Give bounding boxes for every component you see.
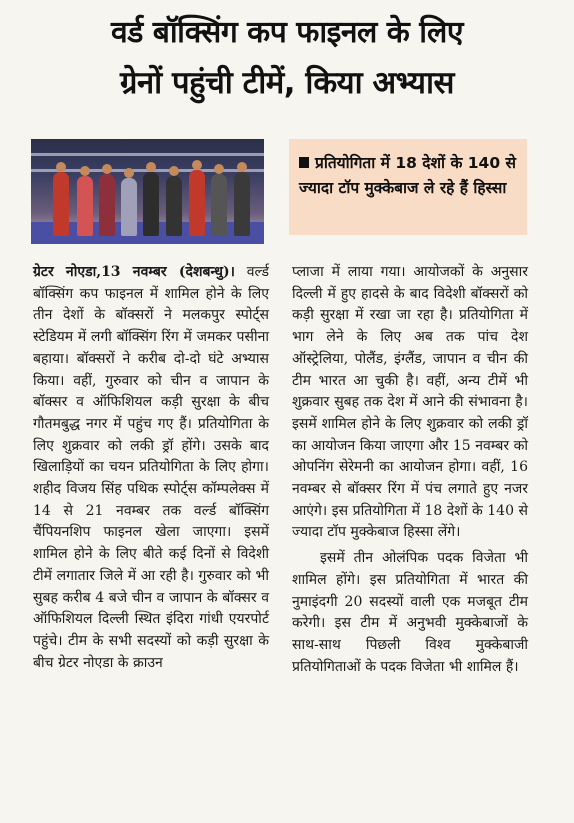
person-figure bbox=[77, 176, 93, 236]
headline-line-1: वर्ड बॉक्सिंग कप फाइनल के लिए bbox=[111, 15, 463, 50]
headline-line-2: ग्रेनों पहुंची टीमें, किया अभ्यास bbox=[119, 65, 455, 101]
headline bbox=[0, 12, 574, 106]
person-figure bbox=[143, 172, 159, 236]
article-paragraph: इसमें तीन ओलंपिक पदक विजेता भी शामिल होंगे। इस प्रतियोगिता में भारत की नुमाइंदगी 20 सदस्यों वाली एक मजबूत टीम करेगी। इस टीम में अनुभवी मुक्केबाजों के साथ-साथ पिछली विश्व मुक्केबाजी प्रतियोगिताओं के पदक विजेता भी शामिल हैं। bbox=[292, 550, 528, 675]
article-paragraph: प्लाजा में लाया गया। आयोजकों के अनुसार दिल्ली में हुए हादसे के बाद विदेशी बॉक्सरों को कड़ी सुरक्षा में रखा जा रहा है। प्रतियोगिता में भाग लेने के लिए अब तक पांच देश ऑस्ट्रेलिया, पोलैंड, इंग्लैंड, जापान व चीन की टीम भारत आ चुकी है। वहीं, अन्य टीमें भी शुक्रवार सुबह तक देश में आने की संभावना है। इसमें शामिल होने के लिए शुक्रवार को लकी ड्रॉ का आयोजन किया जाएगा और 15 नवम्बर को ओपनिंग सेरेमनी का आयोजन होगा। वहीं, 16 नवम्बर से बॉक्सर रिंग में पंच लगाते हुए नजर आएंगे। इस प्रतियोगिता में 18 देशों के 140 से ज्यादा टॉप मुक्केबाज हिस्सा लेंगे। bbox=[292, 264, 528, 541]
person-figure bbox=[189, 170, 205, 236]
callout-text bbox=[299, 151, 521, 201]
highlight-callout bbox=[289, 139, 527, 235]
square-bullet-icon bbox=[299, 157, 309, 168]
dateline: ग्रेटर नोएडा,13 नवम्बर (देशबन्धु)। bbox=[33, 264, 235, 280]
article-column-1 bbox=[33, 262, 269, 674]
article-paragraph bbox=[33, 262, 269, 674]
person-figure bbox=[166, 176, 182, 236]
person-figure bbox=[53, 172, 69, 236]
person-figure bbox=[121, 178, 137, 236]
person-figure bbox=[99, 174, 115, 236]
team-photo bbox=[31, 139, 264, 244]
article-column-2 bbox=[292, 262, 528, 678]
person-figure bbox=[211, 174, 227, 236]
article-body-col1: वर्ल्ड बॉक्सिंग कप फाइनल में शामिल होने के लिए तीन देशों के बॉक्सरों ने मलकपुर स्पोर्ट्स स्टेडियम में लगी बॉक्सिंग रिंग में जमकर पसीना बहाया। बॉक्सरों ने करीब दो-दो घंटे अभ्यास किया। वहीं, गुरुवार को चीन व जापान के बॉक्सर व ऑफिशियल कड़ी सुरक्षा के बीच गौतमबुद्ध नगर में पहुंच गए हैं। प्रतियोगिता के लिए शुक्रवार को लकी ड्रॉ होंगे। उसके बाद खिलाड़ियों का चयन प्रतियोगिता के लिए होगा। शहीद विजय सिंह पथिक स्पोर्ट्स कॉम्पलेक्स में 14 से 21 नवम्बर तक वर्ल्ड बॉक्सिंग चैंपियनशिप फाइनल खेला जाएगा। इसमें शामिल होने के लिए बीते कई दिनों से विदेशी टीमें लगातार जिले में आ रही है। गुरुवार को भी सुबह करीब 4 बजे चीन व जापान के बॉक्सर व ऑफिशियल दिल्ली स्थित इंदिरा गांधी एयरपोर्ट पहुंचे। टीम के सभी सदस्यों को कड़ी सुरक्षा के बीच ग्रेटर नोएडा के क्राउन bbox=[33, 264, 269, 671]
person-figure bbox=[234, 172, 250, 236]
callout-label: प्रतियोगिता में 18 देशों के 140 से ज्यादा टॉप मुक्केबाज ले रहे हैं हिस्सा bbox=[299, 154, 517, 197]
ring-rope bbox=[31, 153, 264, 156]
